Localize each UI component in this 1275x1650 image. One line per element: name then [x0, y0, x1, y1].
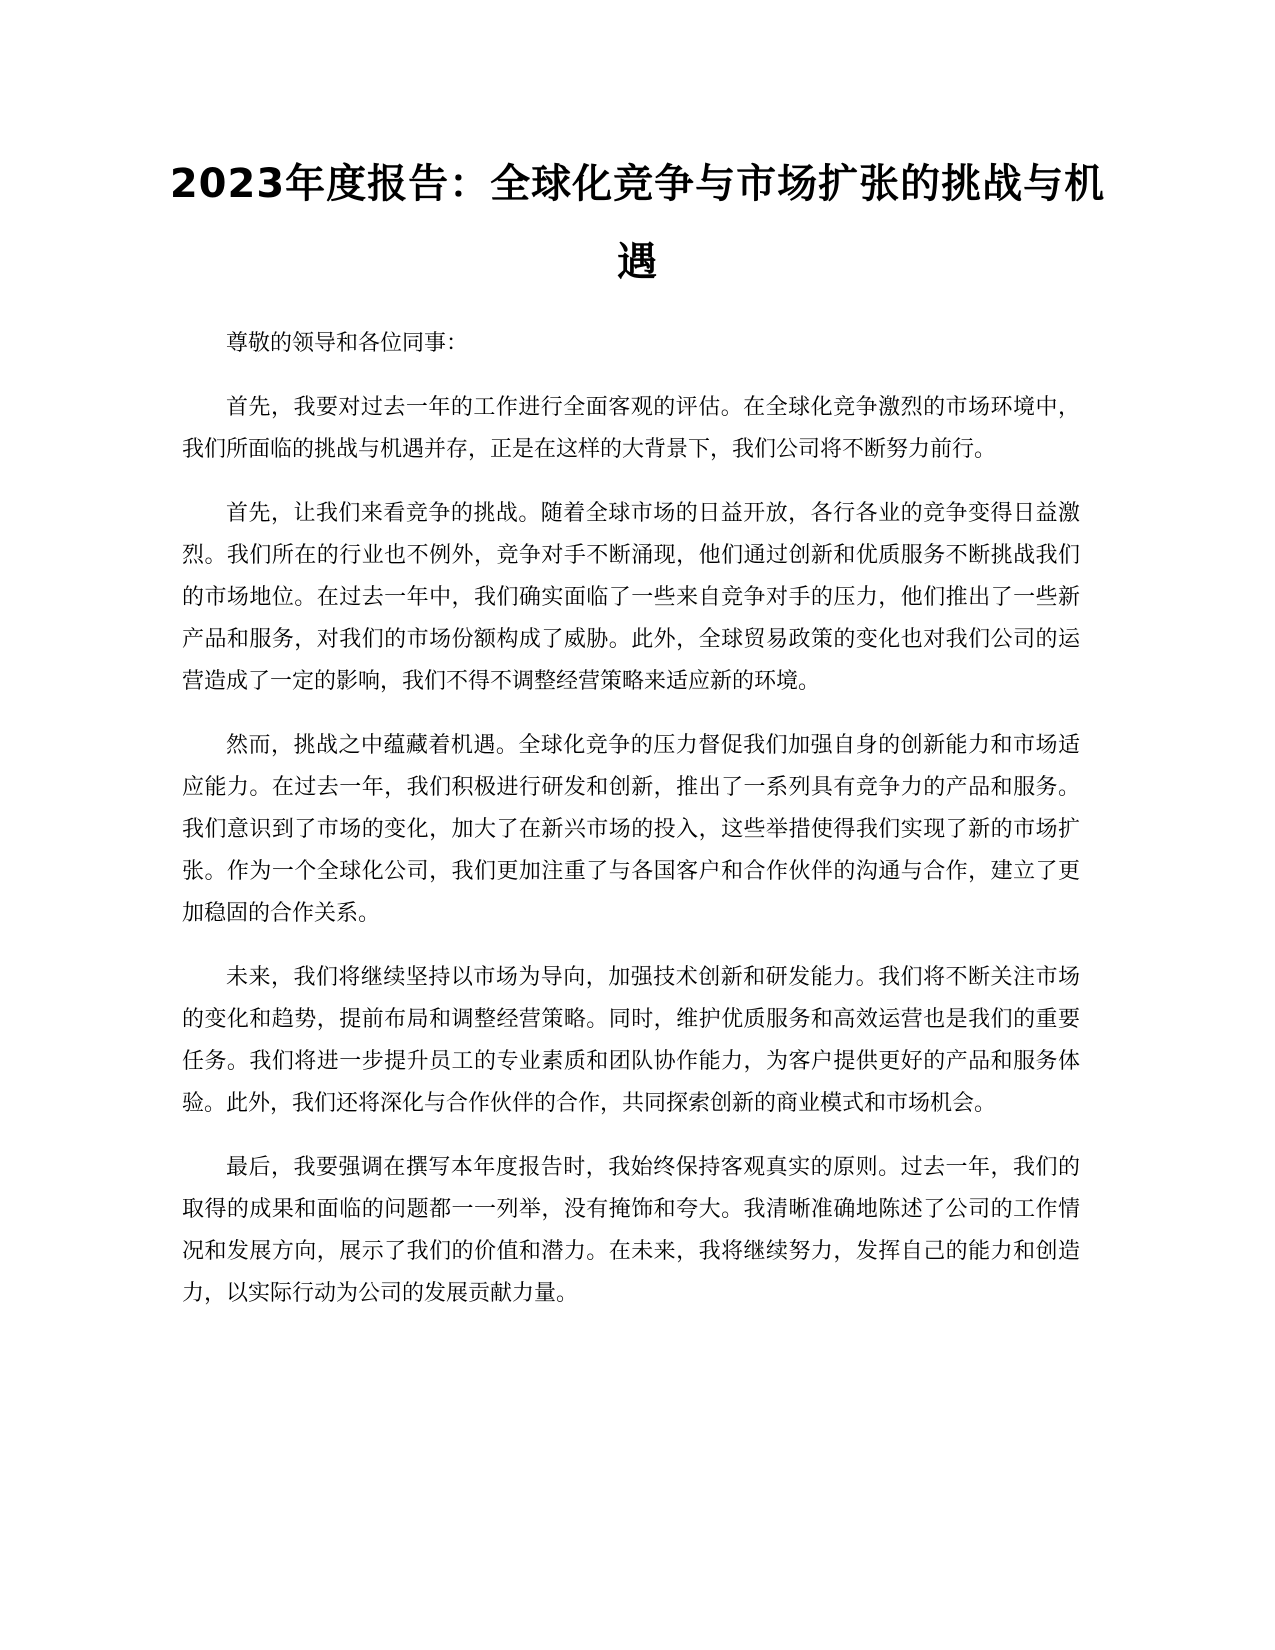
body-paragraph-1: 首先，我要对过去一年的工作进行全面客观的评估。在全球化竞争激烈的市场环境中，我们所面临的挑战与机遇并存，正是在这样的大背景下，我们公司将不断努力前行。: [182, 395, 1080, 462]
document-title: 2023年度报告：全球化竞争与市场扩张的挑战与机遇: [169, 161, 1106, 285]
body-paragraph-2: 首先，让我们来看竞争的挑战。随着全球市场的日益开放，各行各业的竞争变得日益激烈。我们所在的行业也不例外，竞争对手不断涌现，他们通过创新和优质服务不断挑战我们的市场地位。在过去一年中，我们确实面临了一些来自竞争对手的压力，他们推出了一些新产品和服务，对我们的市场份额构成了威胁。此外，全球贸易政策的变化也对我们公司的运营造成了一定的影响，我们不得不调整经营策略来适应新的环境。: [182, 501, 1080, 694]
document-body: [182, 323, 1080, 1337]
body-paragraph-4: 未来，我们将继续坚持以市场为导向，加强技术创新和研发能力。我们将不断关注市场的变化和趋势，提前布局和调整经营策略。同时，维护优质服务和高效运营也是我们的重要任务。我们将进一步提升员工的专业素质和团队协作能力，为客户提供更好的产品和服务体验。此外，我们还将深化与合作伙伴的合作，共同探索创新的商业模式和市场机会。: [182, 965, 1080, 1116]
body-paragraph-5: 最后，我要强调在撰写本年度报告时，我始终保持客观真实的原则。过去一年，我们的取得的成果和面临的问题都一一列举，没有掩饰和夸大。我清晰准确地陈述了公司的工作情况和发展方向，展示了我们的价值和潜力。在未来，我将继续努力，发挥自己的能力和创造力，以实际行动为公司的发展贡献力量。: [182, 1155, 1080, 1306]
greeting: 尊敬的领导和各位同事：: [226, 331, 469, 356]
body-paragraph-3: 然而，挑战之中蕴藏着机遇。全球化竞争的压力督促我们加强自身的创新能力和市场适应能力。在过去一年，我们积极进行研发和创新，推出了一系列具有竞争力的产品和服务。我们意识到了市场的变化，加大了在新兴市场的投入，这些举措使得我们实现了新的市场扩张。作为一个全球化公司，我们更加注重了与各国客户和合作伙伴的沟通与合作，建立了更加稳固的合作关系。: [182, 733, 1080, 926]
